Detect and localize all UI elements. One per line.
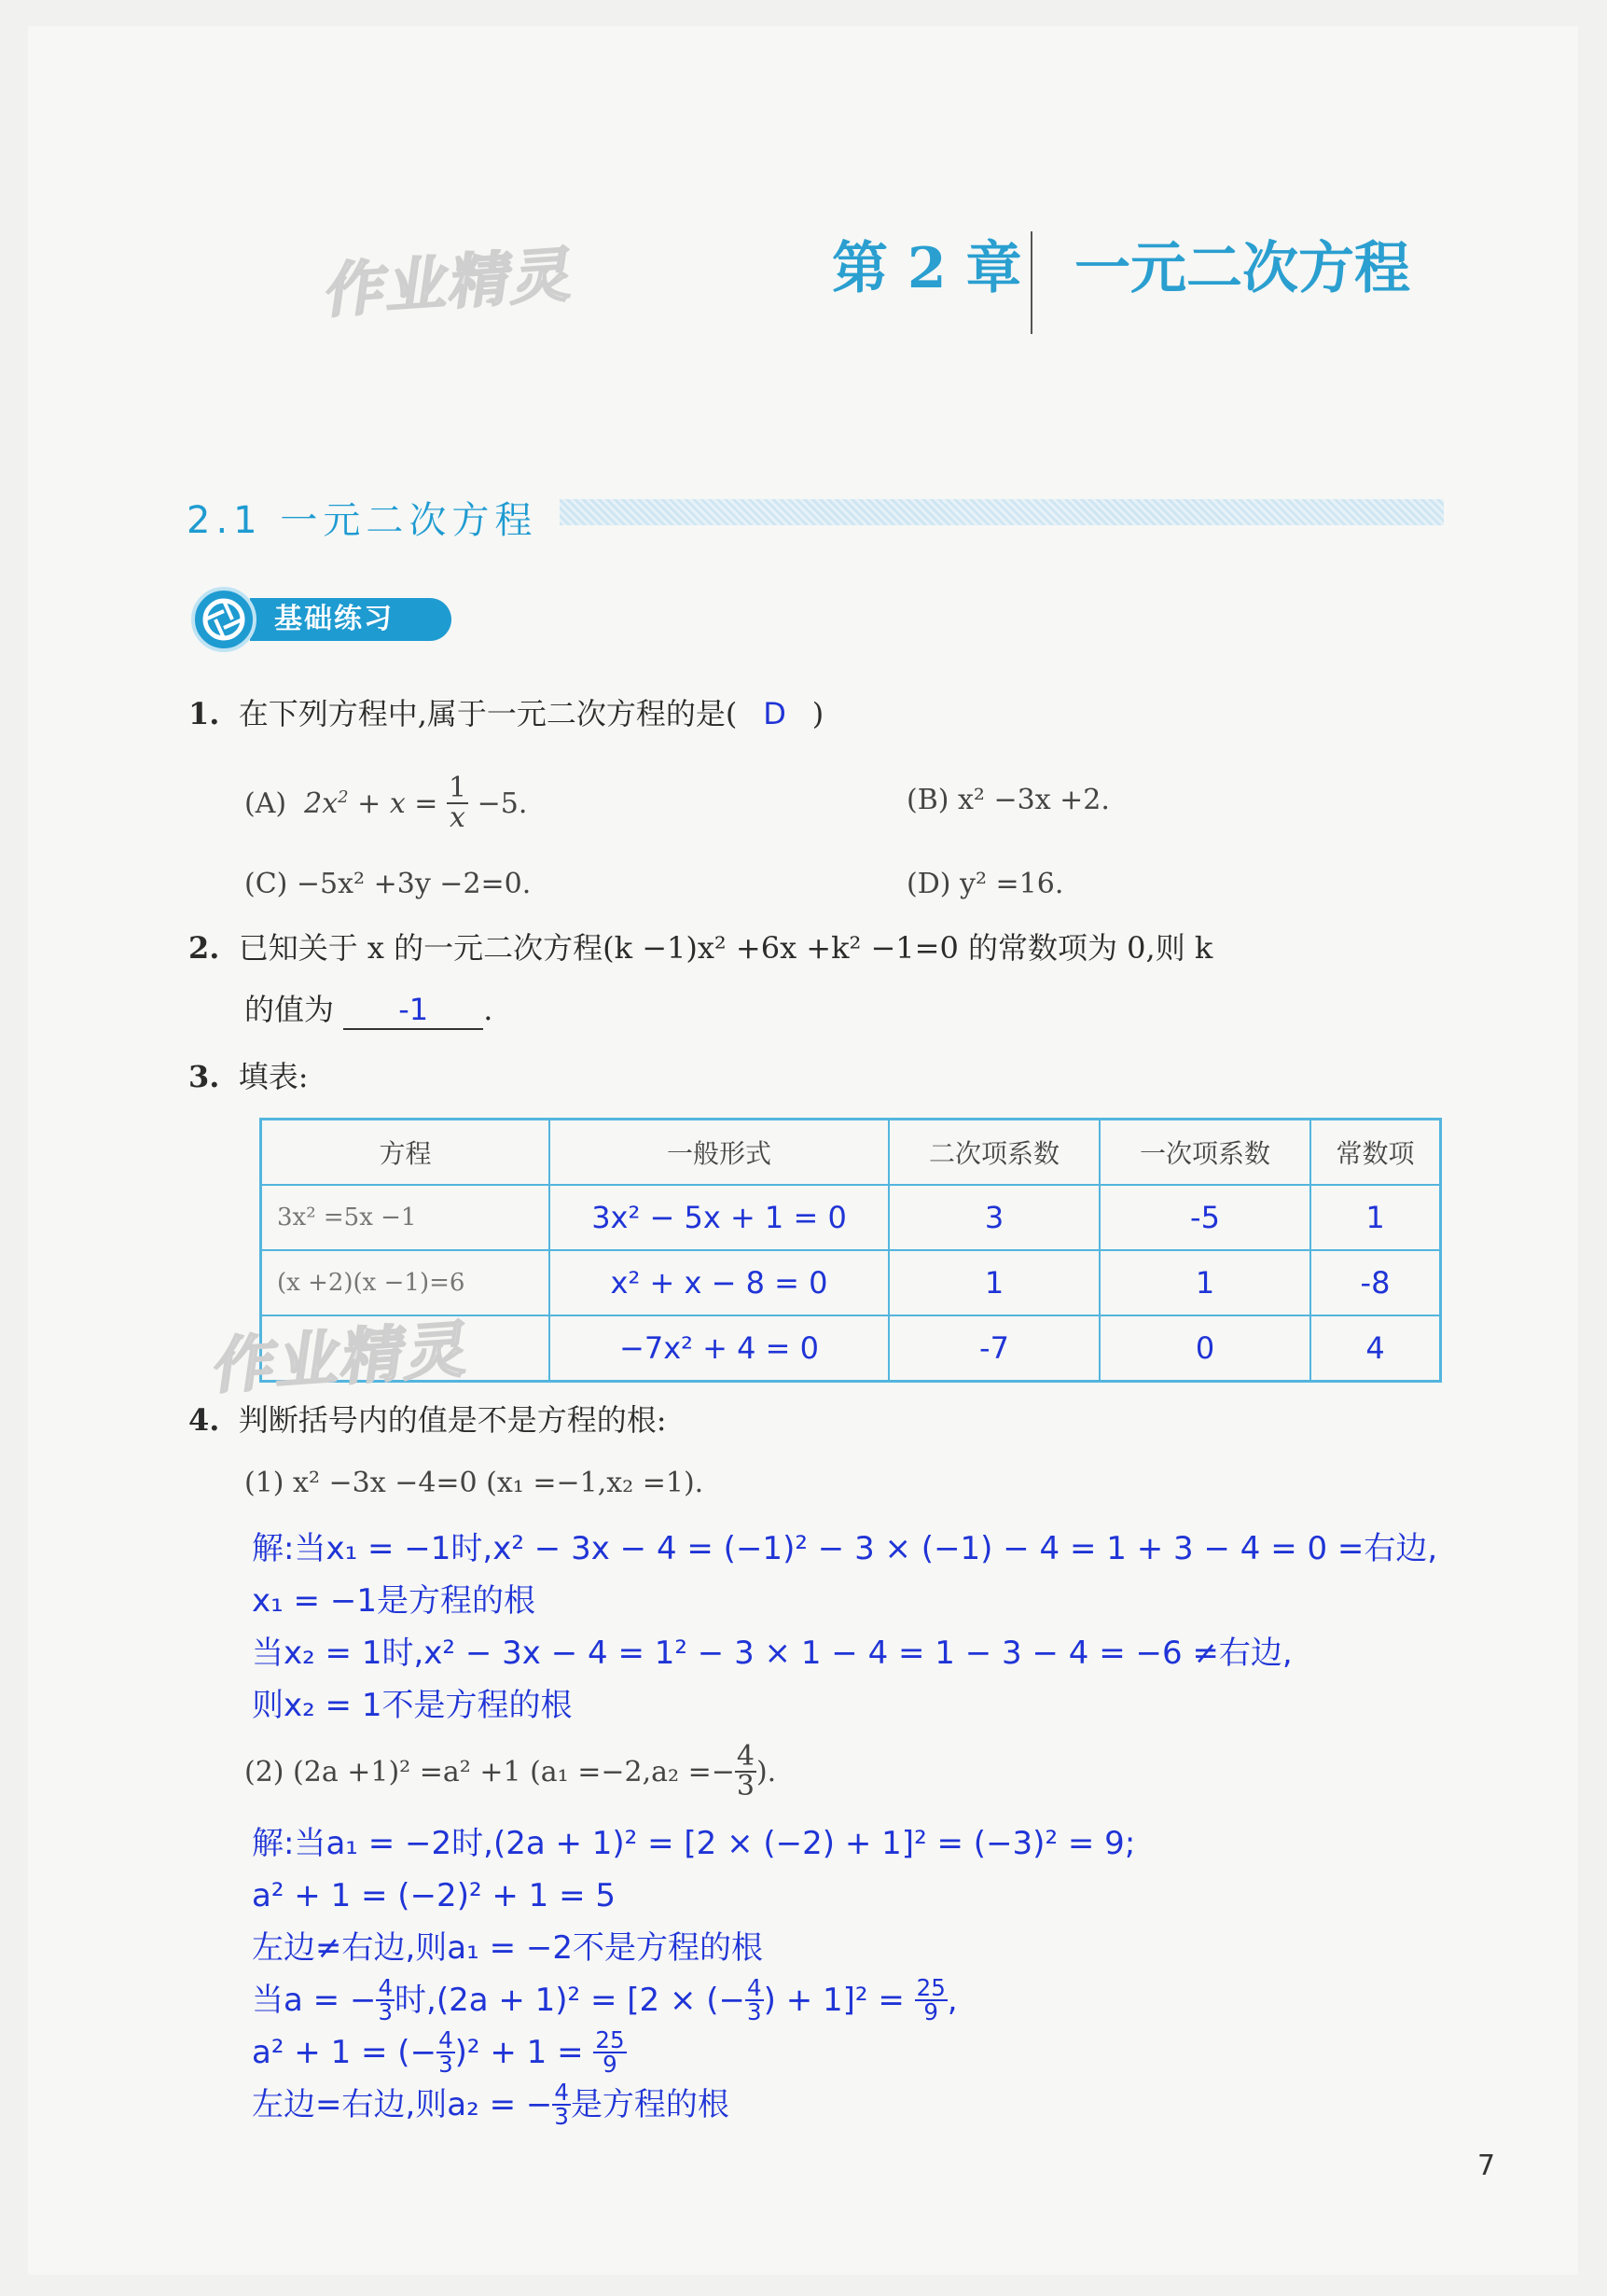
constant-cell: 4	[1310, 1315, 1441, 1382]
quadratic-coef-cell: -7	[889, 1315, 1100, 1382]
question-number: 3.	[188, 1059, 220, 1094]
stem-text: 的值为	[244, 992, 335, 1027]
question-1	[188, 695, 824, 732]
table-header: 二次项系数	[889, 1120, 1100, 1186]
option-d: (D) y² =16.	[907, 868, 1064, 900]
fraction-numerator: 4	[736, 1740, 755, 1773]
solution-line: 解:当a₁ = −2时,(2a + 1)² = [2 × (−2) + 1]² = (−3)² = 9;	[252, 1825, 1136, 1862]
practice-badge: 基础练习	[250, 598, 451, 641]
aperture-icon	[191, 587, 256, 652]
question-stem: 已知关于 x 的一元二次方程(k −1)x² +6x +k² −1=0 的常数项为 0,则 k	[238, 930, 1213, 966]
question-4-part-1: (1) x² −3x −4=0 (x₁ =−1,x₂ =1).	[244, 1467, 704, 1499]
question-number: 1.	[188, 696, 220, 731]
solution-line: a² + 1 = (−2)² + 1 = 5	[252, 1877, 616, 1914]
question-number: 4.	[188, 1402, 220, 1438]
solution-line: 当a = − $\frac{4}{3}$ 时,(2a + 1)² = [2 × (− $\frac{4}{3}$ ) + 1]² = $\frac{25}{9}$ ,	[252, 1973, 958, 2025]
solution-line: 左边≠右边,则a₁ = −2不是方程的根	[252, 1929, 763, 1967]
option-c: (C) −5x² +3y −2=0.	[244, 868, 532, 900]
part-2-text: (2) (2a +1)² =a² +1 (a₁ =−2,a₂ =−	[244, 1755, 735, 1788]
chapter-title: 一元二次方程	[1074, 236, 1410, 301]
table-header: 常数项	[1310, 1120, 1441, 1186]
option-a: (A) $2x^2 + x$ = $\frac{1}{x}$ −5.	[244, 772, 528, 834]
option-b: (B) x² −3x +2.	[907, 784, 1110, 816]
table-header: 方程	[261, 1120, 550, 1186]
section-title: 2.1 一元二次方程	[187, 499, 538, 542]
solution-line: 左边=右边,则a₂ = − $\frac{4}{3}$ 是方程的根	[252, 2078, 729, 2130]
general-form-cell: −7x² + 4 = 0	[549, 1315, 889, 1382]
quadratic-coef-cell: 1	[889, 1250, 1100, 1315]
question-stem: 填表:	[238, 1059, 309, 1094]
table-row	[261, 1185, 1441, 1250]
section-band	[560, 499, 1444, 525]
question-stem: 判断括号内的值是不是方程的根:	[238, 1402, 667, 1438]
watermark: 作业精灵	[208, 1313, 477, 1403]
linear-coef-cell: 1	[1100, 1250, 1310, 1315]
solution-2	[252, 1817, 1135, 2131]
stem-close: )	[811, 696, 824, 731]
answer-choice: D	[763, 696, 786, 731]
chapter-divider	[1031, 231, 1032, 334]
equation-cell: (x +2)(x −1)=6	[261, 1250, 550, 1315]
answer-blank: -1	[343, 991, 483, 1030]
page-number: 7	[1477, 2150, 1496, 2182]
question-2-line2	[244, 991, 492, 1030]
general-form-cell: x² + x − 8 = 0	[549, 1250, 889, 1315]
constant-cell: -8	[1310, 1250, 1441, 1315]
chapter-number: 第 2 章	[832, 236, 1022, 301]
solution-line: x₁ = −1是方程的根	[252, 1582, 535, 1620]
watermark: 作业精灵	[321, 240, 581, 327]
constant-cell: 1	[1310, 1185, 1441, 1250]
question-2	[188, 929, 1212, 967]
linear-coef-cell: -5	[1100, 1185, 1310, 1250]
table-header: 一次项系数	[1100, 1120, 1310, 1186]
part-2-end: ).	[755, 1755, 777, 1788]
option-a-label: (A)	[244, 786, 287, 820]
question-3	[188, 1058, 309, 1095]
question-4	[188, 1401, 667, 1439]
table-header-row	[261, 1120, 1441, 1186]
question-number: 2.	[188, 930, 220, 966]
table-header: 一般形式	[549, 1120, 889, 1186]
question-stem: 在下列方程中,属于一元二次方程的是(	[238, 696, 738, 731]
linear-coef-cell: 0	[1100, 1315, 1310, 1382]
fraction-denominator: 3	[736, 1770, 755, 1802]
general-form-cell: 3x² − 5x + 1 = 0	[549, 1185, 889, 1250]
solution-line: 解:当x₁ = −1时,x² − 3x − 4 = (−1)² − 3 × (−1) − 4 = 1 + 3 − 4 = 0 =右边,	[252, 1530, 1438, 1567]
solution-line: a² + 1 = (− $\frac{4}{3}$ )² + 1 = $\frac{25}{9}$	[252, 2025, 625, 2078]
solution-line: 则x₂ = 1不是方程的根	[252, 1687, 573, 1724]
quadratic-coef-cell: 3	[889, 1185, 1100, 1250]
stem-end: .	[483, 992, 493, 1027]
equation-cell: 3x² =5x −1	[261, 1185, 550, 1250]
solution-1	[252, 1523, 1437, 1732]
question-4-part-2	[244, 1740, 777, 1802]
solution-line: 当x₂ = 1时,x² − 3x − 4 = 1² − 3 × 1 − 4 = 1 − 3 − 4 = −6 ≠右边,	[252, 1635, 1293, 1672]
